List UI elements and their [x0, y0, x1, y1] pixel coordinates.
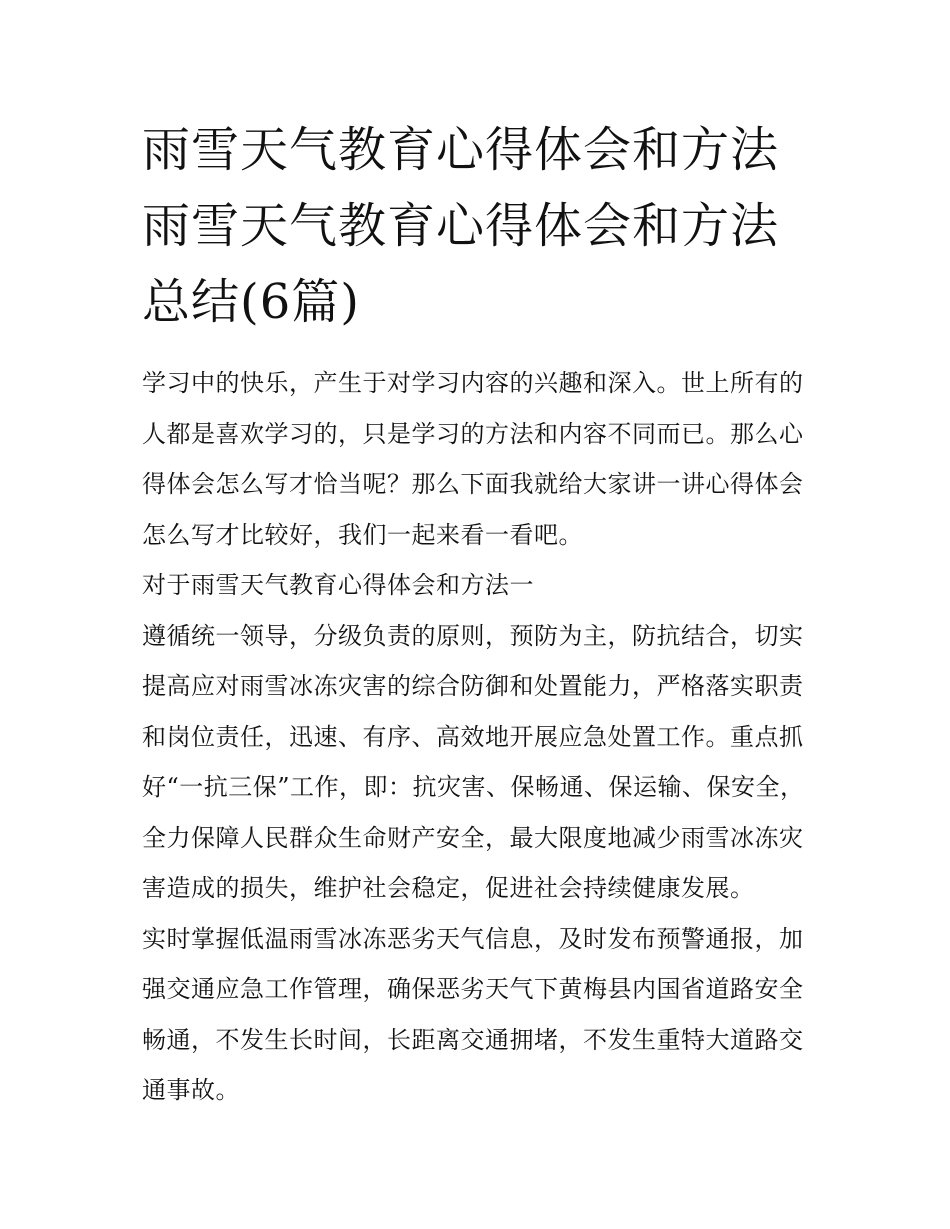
- body-paragraph-principles: 遵循统一领导，分级负责的原则，预防为主，防抗结合，切实提高应对雨雪冰冻灾害的综合防御和处置能力，严格落实职责和岗位责任，迅速、有序、高效地开展应急处置工作。重点抓好“一抗三保”工作，即：抗灾害、保畅通、保运输、保安全，全力保障人民群众生命财产安全，最大限度地减少雨雪冰冻灾害造成的损失，维护社会稳定，促进社会持续健康发展。: [142, 621, 805, 902]
- document-title: [142, 112, 822, 340]
- document-body: [142, 358, 822, 1116]
- intro-paragraph: 学习中的快乐，产生于对学习内容的兴趣和深入。世上所有的人都是喜欢学习的，只是学习的方法和内容不同而已。那么心得体会怎么写才恰当呢？那么下面我就给大家讲一讲心得体会怎么写才比较好，我们一起来看一看吧。: [142, 369, 804, 549]
- title-line-2: 雨雪天气教育心得体会和方法: [142, 198, 780, 254]
- body-paragraph-monitoring: 实时掌握低温雨雪冰冻恶劣天气信息，及时发布预警通报，加强交通应急工作管理，确保恶劣天气下黄梅县内国省道路安全畅通，不发生长时间，长距离交通拥堵，不发生重特大道路交通事故。: [142, 924, 804, 1104]
- title-line-1: 雨雪天气教育心得体会和方法: [142, 122, 780, 178]
- section-heading: 对于雨雪天气教育心得体会和方法一: [142, 571, 534, 599]
- title-line-3: 总结(6篇): [142, 274, 360, 330]
